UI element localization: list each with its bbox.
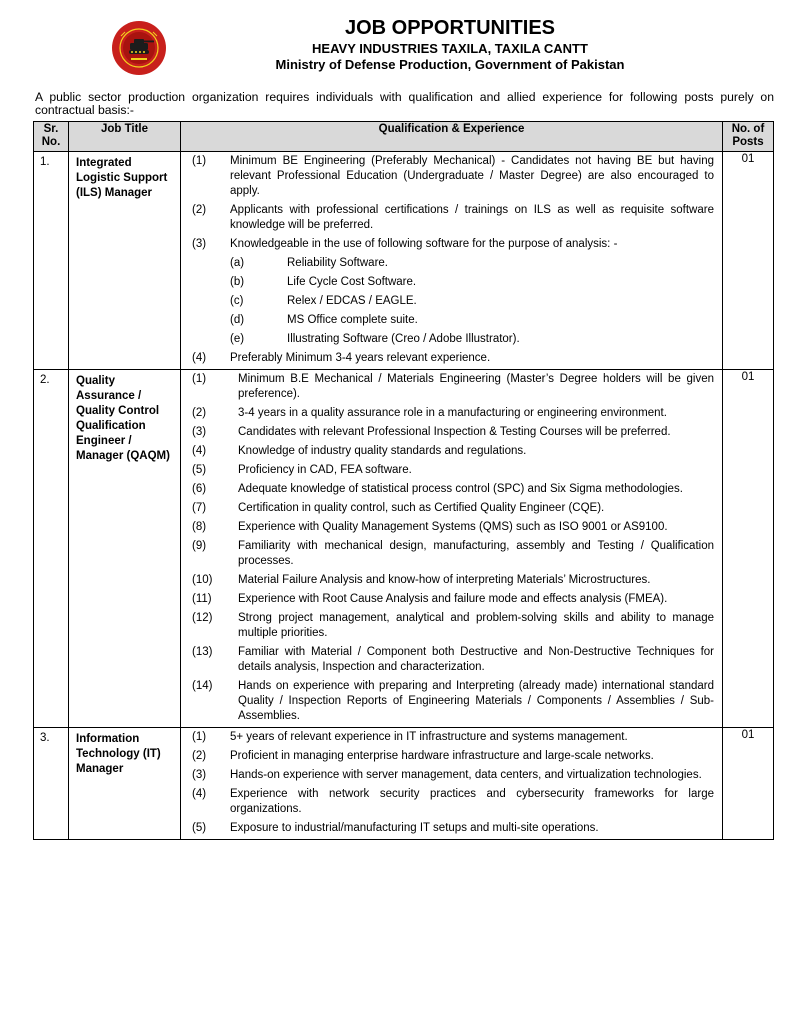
software-subitem: [186, 275, 714, 290]
subitem-text: MS Office complete suite.: [287, 314, 418, 326]
qualification-item: [186, 749, 714, 764]
row-qualifications: [181, 370, 723, 728]
qualification-item: [186, 351, 714, 366]
software-subitem: [186, 294, 714, 309]
qualification-item: [186, 787, 714, 817]
header-qualification: Qualification & Experience: [181, 122, 723, 152]
item-number: (1): [192, 373, 207, 385]
item-text: Applicants with professional certifications / trainings on ILS as well as requisite software knowledge will be preferred.: [230, 204, 714, 231]
subitem-text: Illustrating Software (Creo / Adobe Illustrator).: [287, 333, 520, 345]
qualification-item: [186, 203, 714, 233]
header-posts: No. of Posts: [723, 122, 774, 152]
qualification-item: [186, 679, 714, 724]
qualification-item: [186, 425, 714, 440]
subitem-label: (b): [230, 276, 245, 288]
item-text: Familiarity with mechanical design, manufacturing, assembly and Testing / Qualification processes.: [238, 540, 714, 567]
qualification-item: [186, 611, 714, 641]
item-number: (7): [192, 502, 207, 514]
organization-name: HEAVY INDUSTRIES TAXILA, TAXILA CANTT: [312, 41, 588, 56]
qualification-item: [186, 463, 714, 478]
item-number: (1): [192, 731, 207, 743]
row-job-title: Integrated Logistic Support (ILS) Manager: [69, 152, 181, 370]
item-text: Exposure to industrial/manufacturing IT setups and multi-site operations.: [230, 822, 599, 834]
qualification-item: [186, 372, 714, 402]
item-number: (4): [192, 445, 207, 457]
item-number: (8): [192, 521, 207, 533]
item-text: Knowledgeable in the use of following software for the purpose of analysis: -: [230, 238, 618, 250]
subitem-label: (a): [230, 257, 245, 269]
hit-logo: [111, 20, 167, 76]
intro-paragraph: A public sector production organization requires individuals with qualification and allied experience for following posts purely on contractual basis:-: [35, 90, 774, 117]
item-number: (2): [192, 204, 207, 216]
subitem-text: Life Cycle Cost Software.: [287, 276, 417, 288]
qualification-item: [186, 444, 714, 459]
software-subitem: [186, 332, 714, 347]
qualification-item: [186, 482, 714, 497]
qualification-item: [186, 237, 714, 252]
ministry-name: Ministry of Defense Production, Government of Pakistan: [275, 57, 625, 72]
item-text: 3-4 years in a quality assurance role in a manufacturing or engineering environment.: [238, 407, 667, 419]
item-text: Candidates with relevant Professional Inspection & Testing Courses will be preferred.: [238, 426, 671, 438]
item-number: (2): [192, 407, 207, 419]
row-posts-count: 01: [723, 728, 774, 840]
item-number: (13): [192, 646, 213, 658]
row-job-title: Information Technology (IT) Manager: [69, 728, 181, 840]
item-text: Proficiency in CAD, FEA software.: [238, 464, 412, 476]
qualification-item: [186, 406, 714, 421]
table-row: [34, 370, 774, 728]
item-text: Certification in quality control, such as Certified Quality Engineer (CQE).: [238, 502, 605, 514]
item-number: (11): [192, 593, 212, 605]
subitem-text: Reliability Software.: [287, 257, 388, 269]
item-text: 5+ years of relevant experience in IT infrastructure and systems management.: [230, 731, 628, 743]
item-text: Proficient in managing enterprise hardware infrastructure and large-scale networks.: [230, 750, 654, 762]
item-number: (9): [192, 540, 207, 552]
item-number: (10): [192, 574, 213, 586]
item-number: (4): [192, 788, 207, 800]
item-text: Material Failure Analysis and know-how of interpreting Materials’ Microstructures.: [238, 574, 651, 586]
item-number: (4): [192, 352, 207, 364]
row-srno: 2.: [34, 370, 69, 728]
qualification-item: [186, 730, 714, 745]
item-number: (12): [192, 612, 213, 624]
qualification-item: [186, 520, 714, 535]
qualification-item: [186, 154, 714, 199]
subitem-label: (c): [230, 295, 244, 307]
table-header-row: [34, 122, 774, 152]
item-text: Familiar with Material / Component both Destructive and Non-Destructive Techniques for details analysis, Inspection and characterization.: [238, 646, 714, 673]
table-row: [34, 152, 774, 370]
row-job-title: Quality Assurance / Quality Control Qualification Engineer / Manager (QAQM): [69, 370, 181, 728]
item-number: (5): [192, 822, 207, 834]
qualification-item: [186, 821, 714, 836]
item-number: (3): [192, 769, 207, 781]
header-srno: Sr. No.: [34, 122, 69, 152]
item-text: Experience with Root Cause Analysis and failure mode and effects analysis (FMEA).: [238, 593, 668, 605]
header-job-title: Job Title: [69, 122, 181, 152]
item-number: (5): [192, 464, 207, 476]
qualification-item: [186, 501, 714, 516]
item-text: Hands-on experience with server management, data centers, and virtualization technologies.: [230, 769, 702, 781]
item-number: (2): [192, 750, 207, 762]
software-subitem: [186, 256, 714, 271]
qualification-item: [186, 539, 714, 569]
item-text: Knowledge of industry quality standards and regulations.: [238, 445, 527, 457]
row-srno: 3.: [34, 728, 69, 840]
subitem-label: (d): [230, 314, 245, 326]
item-number: (3): [192, 426, 207, 438]
item-number: (1): [192, 155, 207, 167]
software-subitem: [186, 313, 714, 328]
job-posts-table: [33, 121, 774, 840]
item-number: (6): [192, 483, 207, 495]
row-srno: 1.: [34, 152, 69, 370]
subitem-label: (e): [230, 333, 245, 345]
row-posts-count: 01: [723, 152, 774, 370]
item-text: Minimum BE Engineering (Preferably Mechanical) - Candidates not having BE but having relevant Professional Education (Undergraduate / Master Degree) are also encouraged to apply.: [230, 155, 714, 197]
item-number: (14): [192, 680, 213, 692]
qualification-item: [186, 592, 714, 607]
row-qualifications: [181, 152, 723, 370]
row-posts-count: 01: [723, 370, 774, 728]
qualification-item: [186, 573, 714, 588]
item-text: Strong project management, analytical and problem-solving skills and ability to manage multiple priorities.: [238, 612, 714, 639]
item-text: Minimum B.E Mechanical / Materials Engineering (Master’s Degree holders will be given preference).: [238, 373, 714, 400]
item-text: Adequate knowledge of statistical process control (SPC) and Six Sigma methodologies.: [238, 483, 683, 495]
qualification-item: [186, 768, 714, 783]
item-number: (3): [192, 238, 207, 250]
qualification-item: [186, 645, 714, 675]
table-row: [34, 728, 774, 840]
subitem-text: Relex / EDCAS / EAGLE.: [287, 295, 417, 307]
item-text: Preferably Minimum 3-4 years relevant experience.: [230, 352, 491, 364]
document-title: JOB OPPORTUNITIES: [344, 17, 556, 39]
item-text: Experience with Quality Management Systems (QMS) such as ISO 9001 or AS9100.: [238, 521, 668, 533]
item-text: Experience with network security practices and cybersecurity frameworks for large organizations.: [230, 788, 714, 815]
row-qualifications: [181, 728, 723, 840]
item-text: Hands on experience with preparing and Interpreting (already made) international standard Quality / Inspection Reports of Engineering Materials / Components / Assemblies / Sub-Assemblies.: [238, 680, 714, 722]
